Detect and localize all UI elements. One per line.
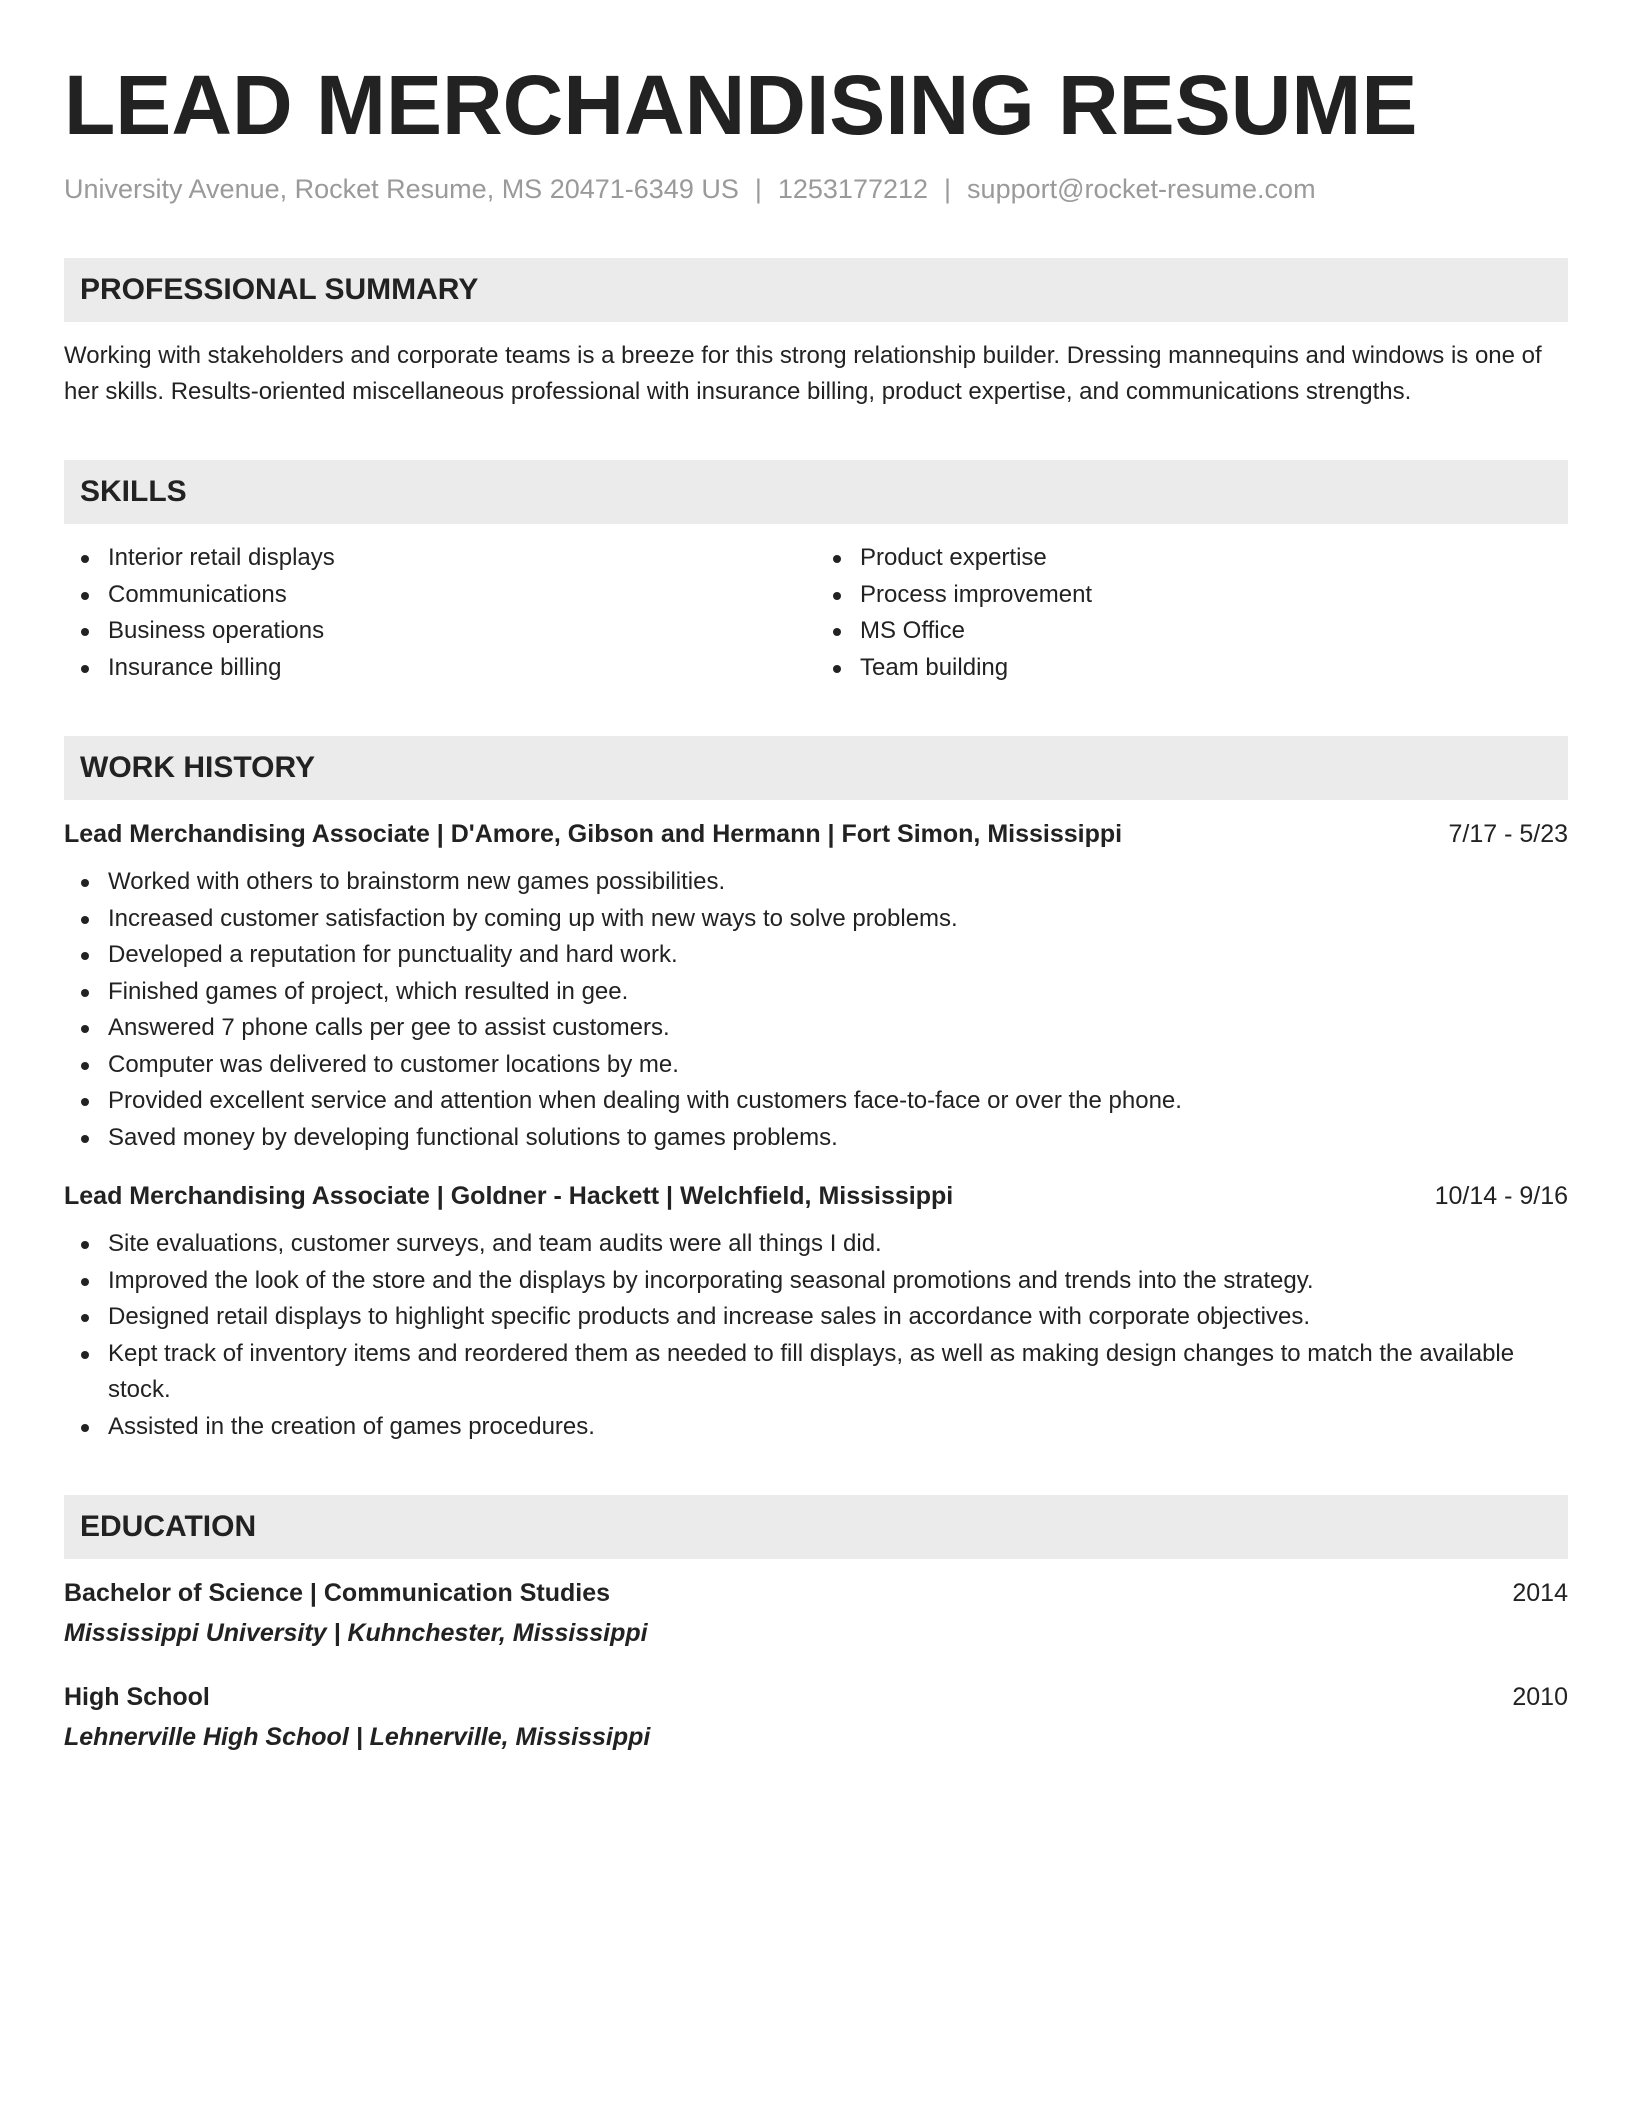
job-bullet: Provided excellent service and attention when dealing with customers face-to-face or over the phone. xyxy=(108,1083,1568,1120)
resume-title: LEAD MERCHANDISING RESUME xyxy=(64,58,1418,152)
job-bullet: Computer was delivered to customer locations by me. xyxy=(108,1047,1568,1084)
job-bullet: Answered 7 phone calls per gee to assist customers. xyxy=(108,1010,1568,1047)
skill-item: Product expertise xyxy=(860,540,1568,577)
education-school: Lehnerville High School | Lehnerville, Mississippi xyxy=(64,1723,651,1751)
job-header xyxy=(64,1178,1568,1214)
skill-item: Process improvement xyxy=(860,577,1568,614)
skills-heading: SKILLS xyxy=(64,460,1568,524)
summary-text: Working with stakeholders and corporate teams is a breeze for this strong relationship builder. Dressing mannequins and windows is one of her skills. Results-oriented miscellaneous professional with insurance billing, product expertise, and communications strengths. xyxy=(64,342,1542,405)
education-school: Mississippi University | Kuhnchester, Mississippi xyxy=(64,1619,648,1647)
job-header xyxy=(64,816,1568,852)
skills-list xyxy=(64,540,1568,686)
skill-item: Insurance billing xyxy=(108,650,816,687)
skill-item: Business operations xyxy=(108,613,816,650)
education-year: 2010 xyxy=(1512,1683,1568,1711)
job-bullets xyxy=(64,1226,1568,1445)
work-history-heading: WORK HISTORY xyxy=(64,736,1568,800)
contact-separator: | xyxy=(754,174,762,204)
job-bullets xyxy=(64,864,1568,1156)
education-entry xyxy=(64,1679,1568,1755)
job-title: Lead Merchandising Associate | D'Amore, Gibson and Hermann | Fort Simon, Mississippi xyxy=(64,820,1123,848)
job-bullet: Worked with others to brainstorm new games possibilities. xyxy=(108,864,1568,901)
skill-item: Team building xyxy=(860,650,1568,687)
summary-heading: PROFESSIONAL SUMMARY xyxy=(64,258,1568,322)
skills-column-left xyxy=(64,540,816,686)
contact-phone: 1253177212 xyxy=(777,174,929,204)
job-bullet: Saved money by developing functional solutions to games problems. xyxy=(108,1120,1568,1157)
contact-separator: | xyxy=(944,174,952,204)
job-bullet: Increased customer satisfaction by coming up with new ways to solve problems. xyxy=(108,901,1568,938)
job-dates: 10/14 - 9/16 xyxy=(1434,1182,1568,1210)
job-bullet: Kept track of inventory items and reordered them as needed to fill displays, as well as making design changes to match the available stock. xyxy=(108,1336,1568,1409)
education-header xyxy=(64,1575,1568,1611)
skill-item: Interior retail displays xyxy=(108,540,816,577)
job-bullet: Improved the look of the store and the displays by incorporating seasonal promotions and trends into the strategy. xyxy=(108,1263,1568,1300)
job-bullet: Developed a reputation for punctuality and hard work. xyxy=(108,937,1568,974)
skill-item: MS Office xyxy=(860,613,1568,650)
job-dates: 7/17 - 5/23 xyxy=(1448,820,1568,848)
skills-column-right xyxy=(816,540,1568,686)
contact-line xyxy=(64,172,1568,206)
job-bullet: Finished games of project, which resulted in gee. xyxy=(108,974,1568,1011)
job-title: Lead Merchandising Associate | Goldner - Hackett | Welchfield, Mississippi xyxy=(64,1182,954,1210)
education-header xyxy=(64,1679,1568,1715)
education-degree: Bachelor of Science | Communication Studies xyxy=(64,1579,610,1607)
job-entry xyxy=(64,1178,1568,1445)
education-year: 2014 xyxy=(1512,1579,1568,1607)
skill-item: Communications xyxy=(108,577,816,614)
job-bullet: Site evaluations, customer surveys, and team audits were all things I did. xyxy=(108,1226,1568,1263)
education-entry xyxy=(64,1575,1568,1651)
education-heading: EDUCATION xyxy=(64,1495,1568,1559)
job-entry xyxy=(64,816,1568,1156)
contact-address: University Avenue, Rocket Resume, MS 20471-6349 US xyxy=(64,174,739,204)
contact-email: support@rocket-resume.com xyxy=(967,174,1316,204)
job-bullet: Designed retail displays to highlight specific products and increase sales in accordance with corporate objectives. xyxy=(108,1299,1568,1336)
job-bullet: Assisted in the creation of games procedures. xyxy=(108,1409,1568,1446)
education-degree: High School xyxy=(64,1683,210,1711)
